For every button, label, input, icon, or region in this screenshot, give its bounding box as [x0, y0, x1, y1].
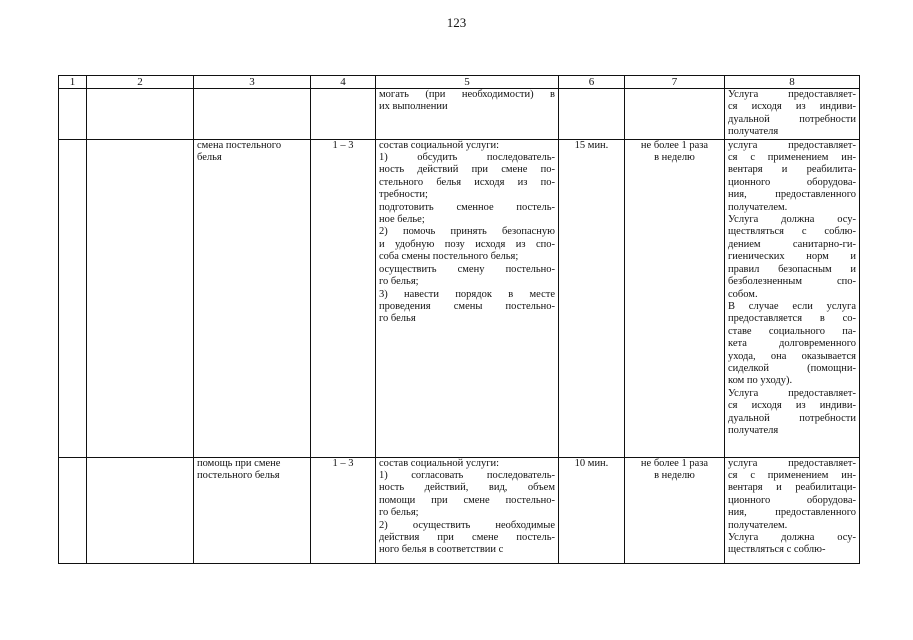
cell-text-line: дуальной потребности [728, 412, 856, 424]
cell-duration [559, 89, 625, 140]
cell-text-line: их выполнении [379, 101, 448, 113]
cell-text-line: проведения смены постельно- [379, 300, 555, 312]
cell-conditions [725, 139, 860, 457]
cell-text-line: ность действий, вид, объем [379, 482, 555, 494]
cell-text-line: помощь при смене [197, 457, 281, 469]
cell-text-line: собом. [728, 288, 758, 300]
cell-number [59, 89, 87, 140]
cell-text-line: сиделкой (помощни- [728, 362, 856, 374]
table-row [59, 139, 860, 457]
cell-text-line: услуга предоставляет- [728, 457, 856, 469]
cell-text-line: В случае если услуга [728, 300, 856, 312]
cell-conditions [725, 457, 860, 563]
cell-text-line: помощи при смене постельно- [379, 494, 555, 506]
cell-group: 1 – 3 [311, 139, 376, 457]
cell-text-line: ность действий при смене по- [379, 164, 555, 176]
cell-conditions [725, 89, 860, 140]
cell-text-line: дением санитарно-ги- [728, 238, 856, 250]
cell-text-line: 2) помочь принять безопасную [379, 226, 555, 238]
cell-description [376, 89, 559, 140]
cell-text-line: действия при смене постель- [379, 532, 555, 544]
cell-frequency [625, 89, 725, 140]
header-cell-4: 4 [311, 76, 376, 89]
cell-description [376, 457, 559, 563]
cell-text-line: дуальной потребности [728, 113, 856, 125]
cell-text-line: получателем. [728, 201, 788, 213]
cell-text-line: в неделю [654, 470, 695, 482]
cell-text-line: соба смены постельного белья; [379, 251, 519, 263]
cell-text-line: 1) согласовать последователь- [379, 470, 555, 482]
cell-text-line: Услуга должна осу- [728, 214, 856, 226]
cell-text-line: услуга предоставляет- [728, 139, 856, 151]
cell-group [311, 89, 376, 140]
cell-text-line: ное белье; [379, 214, 425, 226]
cell-text-line: 3) навести порядок в месте [379, 288, 555, 300]
table-row [59, 89, 860, 140]
cell-text-line: ся с применением ин- [728, 152, 856, 164]
cell-text-line: белья [197, 152, 222, 164]
cell-duration: 10 мин. [559, 457, 625, 563]
cell-text-line: безболезненным спо- [728, 276, 856, 288]
cell-text-line: получателя [728, 424, 779, 436]
cell-text-line: ционного оборудова- [728, 494, 856, 506]
cell-text-line: ся с применением ин- [728, 470, 856, 482]
cell-text-line: получателя [728, 126, 779, 138]
cell-section [87, 457, 194, 563]
cell-text-line: осуществить смену постельно- [379, 263, 555, 275]
cell-text-line: ся исходя из индиви- [728, 400, 856, 412]
services-table [58, 75, 860, 564]
header-cell-5: 5 [376, 76, 559, 89]
cell-number [59, 139, 87, 457]
cell-text-line: подготовить сменное постель- [379, 201, 555, 213]
cell-text-line: ком по уходу). [728, 375, 793, 387]
cell-section [87, 139, 194, 457]
cell-text-line: получателем. [728, 519, 788, 531]
cell-text-line: Услуга предоставляет- [728, 89, 856, 100]
table-row [59, 457, 860, 563]
cell-service-name [194, 457, 311, 563]
cell-text-line: требности; [379, 189, 428, 201]
cell-number [59, 457, 87, 563]
cell-text-line: в неделю [654, 152, 695, 164]
cell-text-line: Услуга должна осу- [728, 532, 856, 544]
cell-text-line: го белья [379, 313, 416, 325]
cell-text-line: го белья; [379, 276, 419, 288]
cell-text-line: ционного оборудова- [728, 176, 856, 188]
cell-description [376, 139, 559, 457]
header-cell-3: 3 [194, 76, 311, 89]
cell-text-line: и удобную позу исходя из спо- [379, 238, 555, 250]
cell-frequency [625, 457, 725, 563]
cell-frequency [625, 139, 725, 457]
cell-duration: 15 мин. [559, 139, 625, 457]
header-cell-1: 1 [59, 76, 87, 89]
cell-text-line: 2) осуществить необходимые [379, 519, 555, 531]
cell-group: 1 – 3 [311, 457, 376, 563]
cell-service-name [194, 139, 311, 457]
cell-text-line: постельного белья [197, 470, 280, 482]
header-cell-2: 2 [87, 76, 194, 89]
cell-text-line: ного белья в соответствии с [379, 544, 504, 556]
cell-text-line: состав социальной услуги: [379, 139, 500, 151]
page-number: 123 [446, 15, 467, 30]
cell-text-line: состав социальной услуги: [379, 457, 500, 469]
cell-text-line: гиенических норм и [728, 251, 856, 263]
header-cell-6: 6 [559, 76, 625, 89]
cell-text-line: го белья; [379, 507, 419, 519]
cell-service-name [194, 89, 311, 140]
cell-text-line: 1) обсудить последователь- [379, 152, 555, 164]
cell-text-line: ставе социального па- [728, 325, 856, 337]
cell-text-line: ухода, она оказывается [728, 350, 856, 362]
cell-text-line: вентаря и реабилита- [728, 164, 856, 176]
cell-text-line: не более 1 раза [640, 139, 709, 151]
cell-text-line: могать (при необходимости) в [379, 89, 555, 100]
cell-text-line: ния, предоставленного [728, 507, 856, 519]
cell-section [87, 89, 194, 140]
cell-text-line: ния, предоставленного [728, 189, 856, 201]
header-cell-8: 8 [725, 76, 860, 89]
cell-text-line: ществляться с соблю- [728, 226, 856, 238]
cell-text-line: кета долговременного [728, 338, 856, 350]
cell-text-line: ся исходя из индиви- [728, 101, 856, 113]
cell-text-line: Услуга предоставляет- [728, 387, 856, 399]
cell-text-line: правил безопасным и [728, 263, 856, 275]
cell-text-line: ществляться с соблю- [728, 544, 826, 556]
cell-text-line: вентаря и реабилитаци- [728, 482, 856, 494]
table-header-row [59, 76, 860, 89]
header-cell-7: 7 [625, 76, 725, 89]
cell-text-line: смена постельного [197, 139, 282, 151]
cell-text-line: предоставляется в со- [728, 313, 856, 325]
cell-text-line: не более 1 раза [640, 457, 709, 469]
cell-text-line: стельного белья исходя из по- [379, 176, 555, 188]
